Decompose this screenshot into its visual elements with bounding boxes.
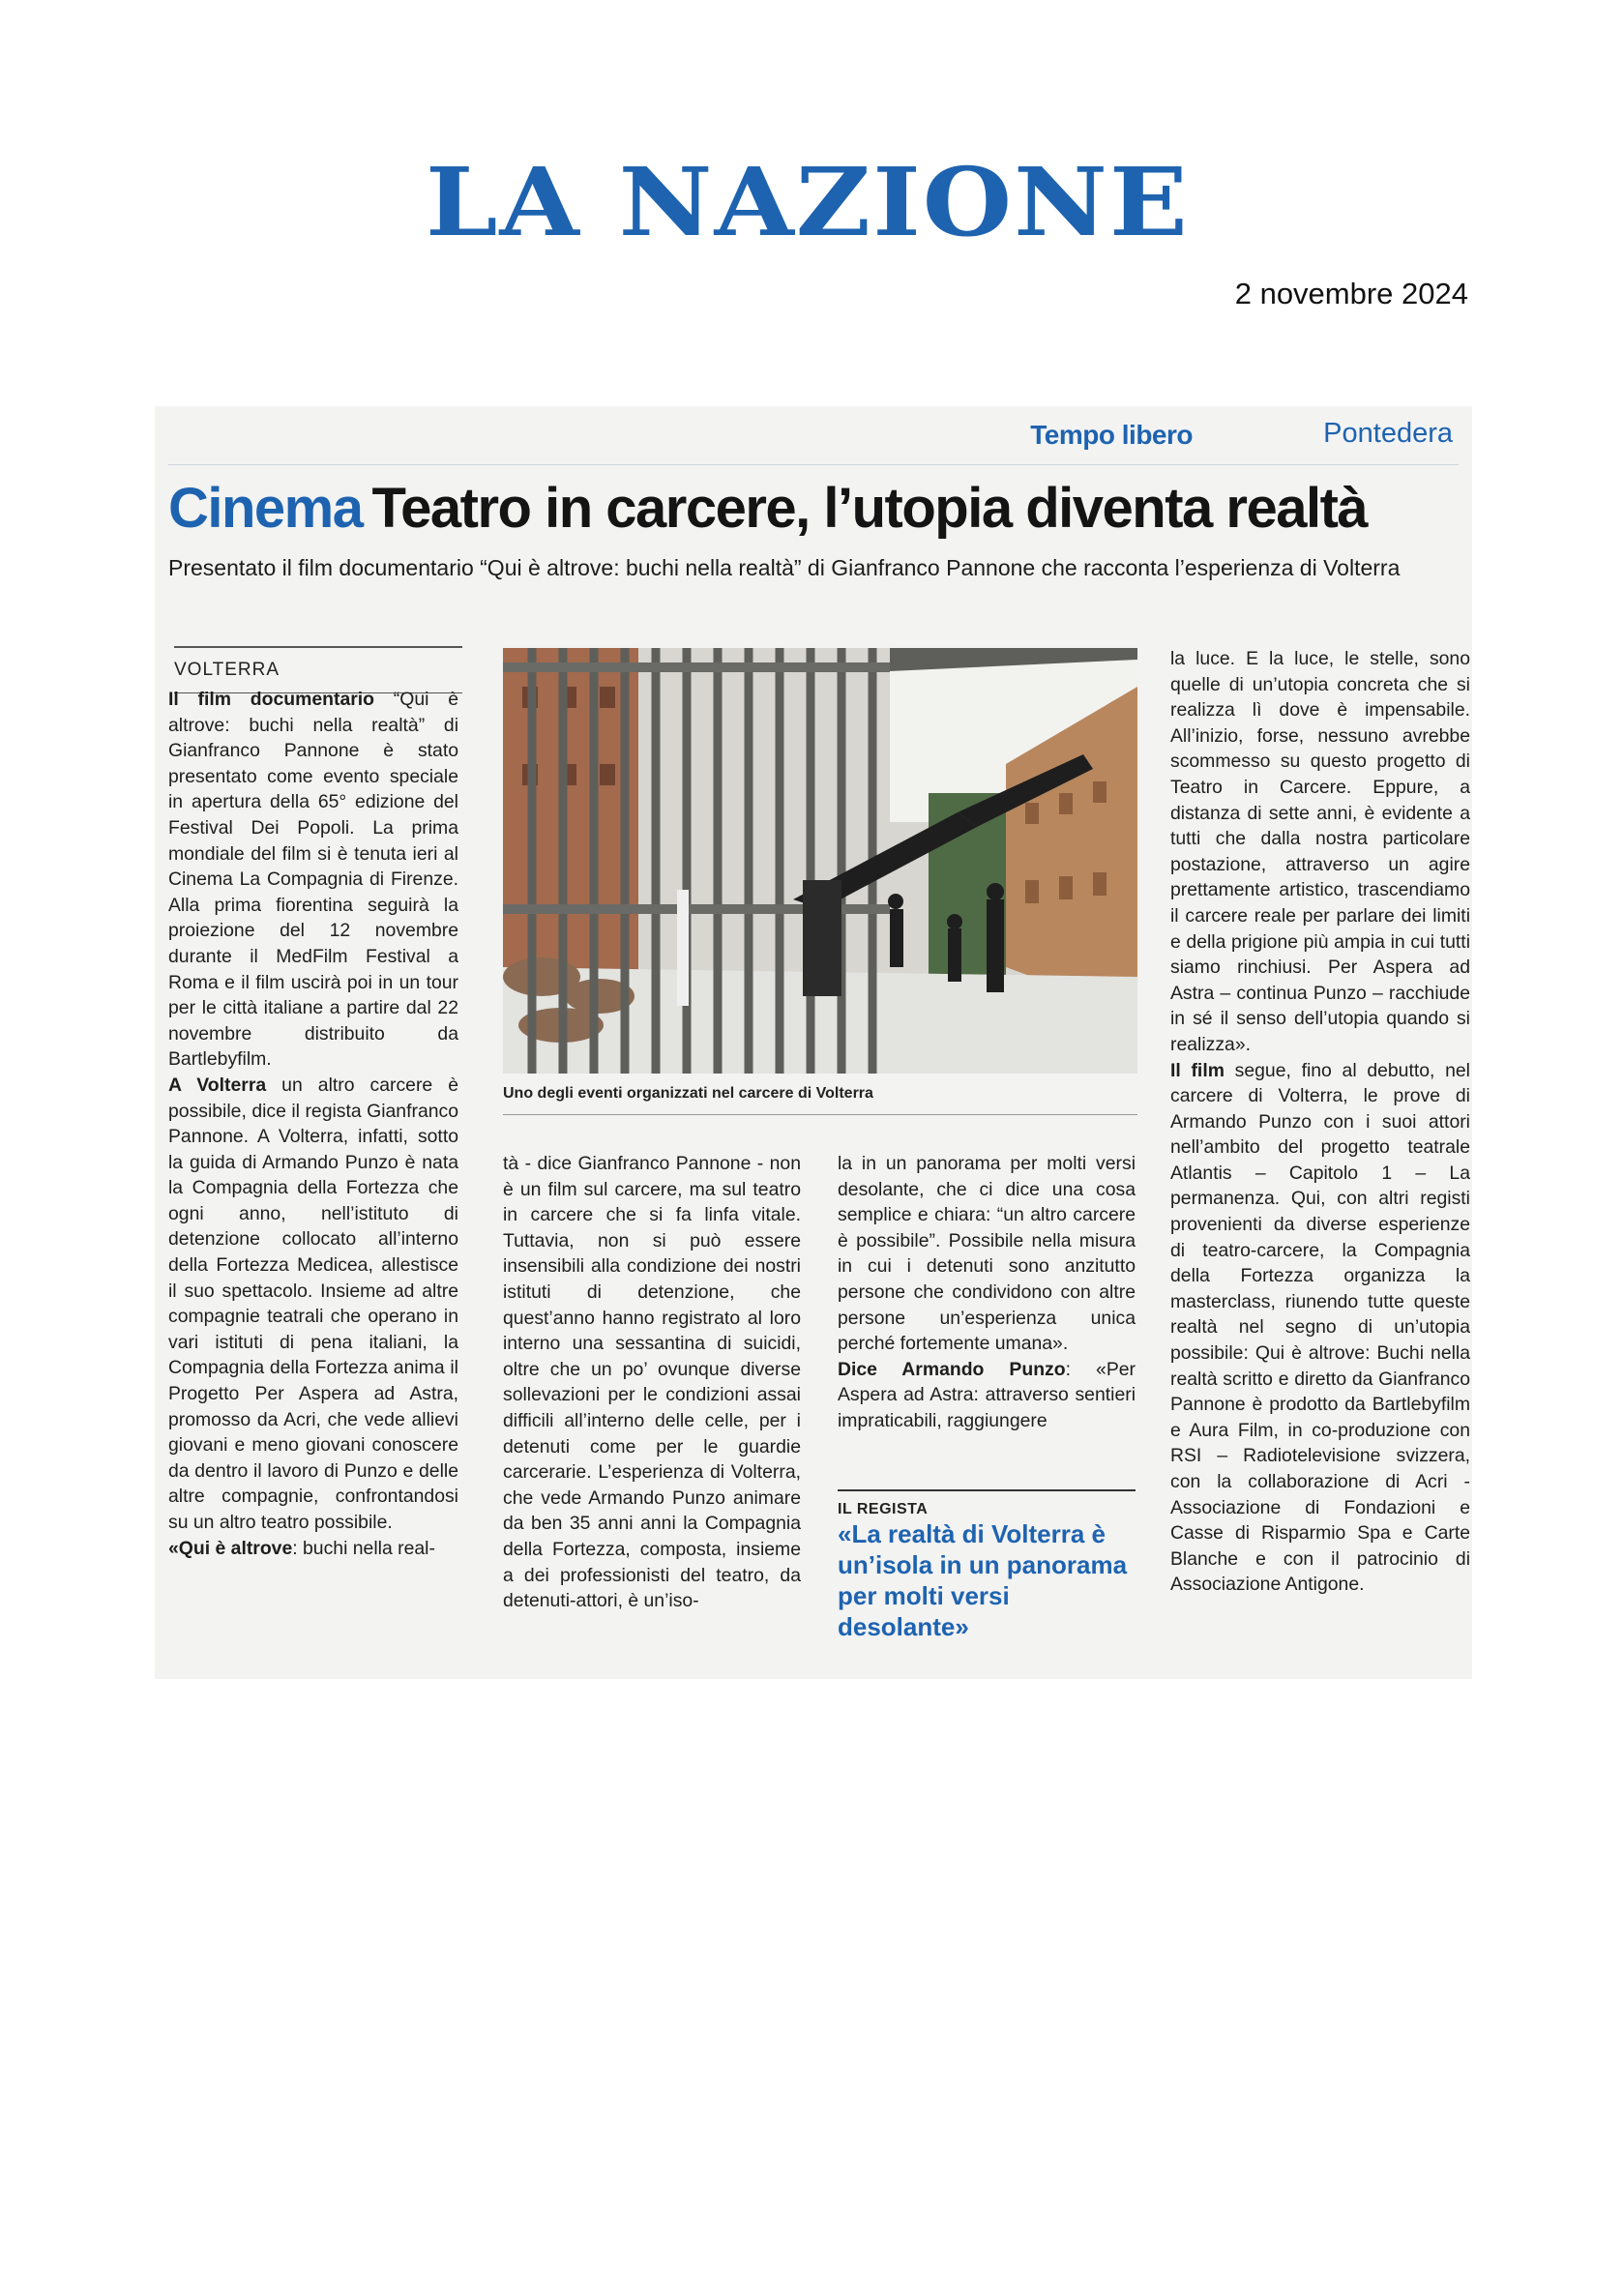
dateline-location: VOLTERRA: [174, 646, 462, 693]
headline: [168, 476, 1367, 541]
paragraph: la in un panorama per molti versi desolante, che ci dice una cosa semplice e chiara: “un altro carcere è possibile”. Possibile nella misura in cui i detenuti sono anzitutto persone che condividono con altre persone un’esperienza unica perché fortemente umana».: [838, 1153, 1136, 1355]
article-column-3: [838, 1151, 1136, 1434]
paragraph: A Volterra un altro carcere è possibile, dice il regista Gianfranco Pannone. A Volterra, infatti, sotto la guida di Armando Punzo è nata la Compagnia della Fortezza che ogni anno, nell’istituto di detenzione collocato all’interno della Fortezza Medicea, allestisce il suo spettacolo. Insieme ad altre compagnie teatrali che operano in vari istituti di pena italiani, la Compagnia della Fortezza anima il Progetto Per Aspera ad Astra, promosso da Acri, che vede allievi giovani e meno giovani conoscere da dentro il lavoro di Punzo e delle altre compagnie, confrontandosi su un altro teatro possibile.: [168, 1074, 458, 1533]
article-column-2: [503, 1151, 801, 1614]
newspaper-masthead: LA NAZIONE: [426, 145, 1190, 257]
paragraph: Il film segue, fino al debutto, nel carcere di Volterra, le prove di Armando Punzo con i suoi attori nell’ambito del progetto teatrale Atlantis – Capitolo 1 – La permanenza. Qui, con altri registi provenienti da diverse esperienze di teatro-carcere, la Compagnia della Fortezza organizza la masterclass, riunendo tutte queste realtà nel segno di un’utopia possibile: Qui è altrove: Buchi nella realtà scritto e diretto da Gianfranco Pannone è prodotto da Bartlebyfilm e Aura Film, in co-produzione con RSI – Radiotelevisione svizzera, con la collaborazione di Acri - Associazione di Fondazioni e Casse di Risparmio Spa e Carte Blanche e con il patrocinio di Associazione Antigone.: [1170, 1059, 1470, 1596]
paragraph: «Qui è altrove: buchi nella real-: [168, 1537, 435, 1559]
paragraph: Il film documentario “Qui è altrove: buchi nella realtà” di Gianfranco Pannone è stato presentato come evento speciale in apertura della 65° edizione del Festival Dei Popoli. La prima mondiale del film si è tenuta ieri al Cinema La Compagnia di Firenze. Alla prima fiorentina seguirà la proiezione del 12 novembre durante il MedFilm Festival a Roma e il film uscirà poi in un tour per le città italiane a partire dal 22 novembre distribuito da Bartlebyfilm.: [168, 689, 458, 1071]
paragraph: tà - dice Gianfranco Pannone - non è un film sul carcere, ma sul teatro in carcere che si fa linfa vitale. Tuttavia, non si può essere insensibili alla condizione dei nostri istituti di detenzione, che quest’anno hanno registrato al loro interno una sessantina di suicidi, oltre che un po’ ovunque diverse sollevazioni per le condizioni assai difficili all’interno delle celle, per i detenuti come per le guardie carcerarie. L’esperienza di Volterra, che vede Armando Punzo animare da ben 35 anni anni la Compagnia della Fortezza, composta, insieme a dei professionisti del teatro, da detenuti-attori, è un’iso-: [503, 1153, 801, 1612]
publication-date: 2 novembre 2024: [1234, 277, 1468, 310]
lead-in: «Qui è altrove: [168, 1537, 293, 1559]
paragraph: Dice Armando Punzo: «Per Aspera ad Astra: attraverso sentieri impraticabili, raggiungere: [838, 1358, 1136, 1431]
section-city: Pontedera: [1323, 418, 1453, 449]
section-label: Tempo libero: [1030, 420, 1193, 450]
prison-courtyard-photo: [503, 648, 1137, 1074]
lead-in: Dice Armando Punzo: [838, 1358, 1066, 1380]
headline-text: Teatro in carcere, l’utopia diventa realtà: [371, 477, 1368, 540]
lead-in: Il film: [1170, 1059, 1225, 1081]
article-column-1: [168, 687, 458, 1561]
photo-caption: Uno degli eventi organizzati nel carcere di Volterra: [503, 1085, 1137, 1115]
headline-kicker: Cinema: [168, 477, 363, 540]
section-bar: [168, 406, 1459, 465]
article-column-4: [1170, 646, 1470, 1598]
lead-in: Il film documentario: [168, 689, 375, 710]
article-clipping: [155, 406, 1472, 1679]
subheadline: Presentato il film documentario “Qui è altrove: buchi nella realtà” di Gianfranco Pannone che racconta l’esperienza di Volterra: [168, 555, 1401, 580]
lead-in: A Volterra: [168, 1074, 267, 1096]
pull-quote: «La realtà di Volterra è un’isola in un panorama per molti versi desolante»: [838, 1519, 1128, 1641]
article-photo: [503, 648, 1137, 1074]
paragraph: la luce. E la luce, le stelle, sono quelle di un’utopia concreta che si realizza lì dove è impensabile. All’inizio, forse, nessuno avrebbe scommesso su questo progetto di Teatro in Carcere. Eppure, a distanza di sette anni, è evidente a tutti che dalla nostra particolare postazione, attraverso un agire prettamente artistico, trascendiamo il carcere reale per parlare dei limiti e della prigione più ampia in cui tutti siamo rinchiusi. Per Aspera ad Astra – continua Punzo – racchiude in sé il senso dell’utopia quando si realizza».: [1170, 648, 1470, 1055]
pull-quote-label: IL REGISTA: [838, 1489, 1136, 1518]
